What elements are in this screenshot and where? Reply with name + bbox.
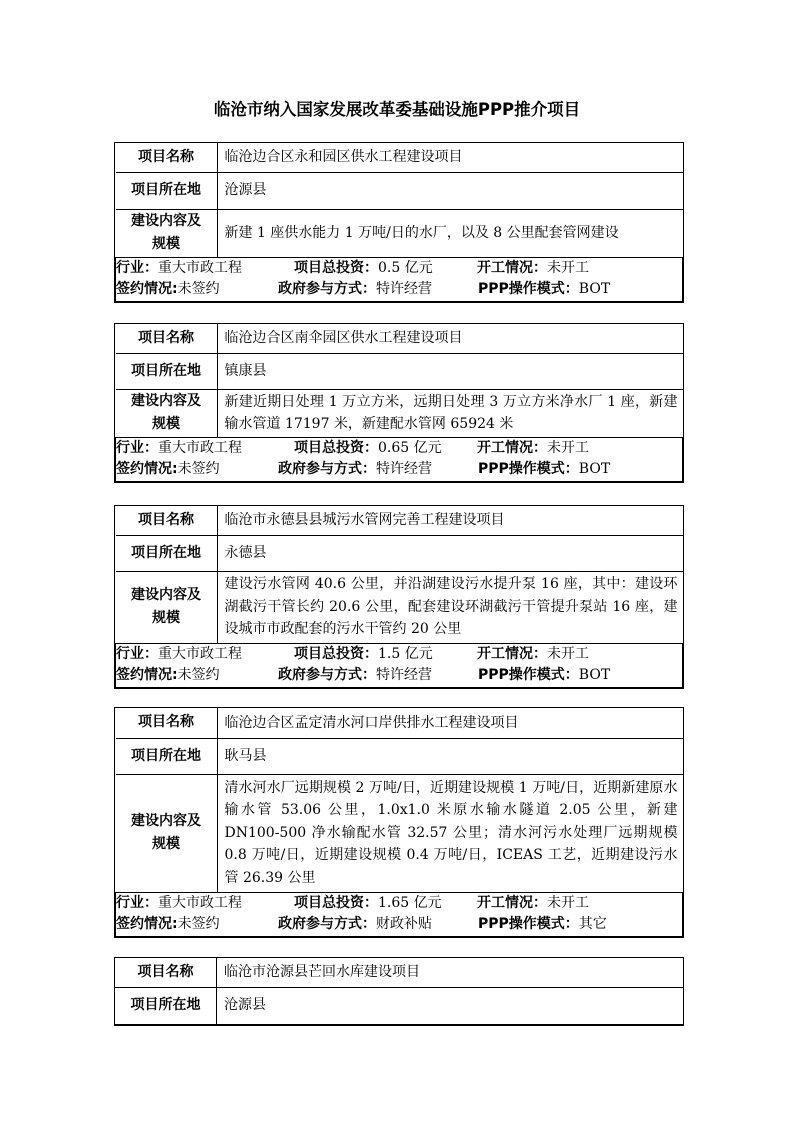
start-value: 未开工 [547,645,589,662]
industry-value: 重大市政工程 [158,894,242,911]
ppp-mode-label: PPP操作模式： [478,281,579,297]
signing-label: 签约情况: [116,916,178,932]
project-card [114,957,684,1026]
gov-mode-value: 特许经营 [376,461,432,477]
ppp-mode-value: BOT [578,461,611,477]
industry-value: 重大市政工程 [158,439,242,456]
project-content-value: 新建 1 座供水能力 1 万吨/日的水厂，以及 8 公里配套管网建设 [217,209,683,257]
project-location-label: 项目所在地 [116,535,218,571]
project-name-value: 临沧边合区永和园区供水工程建设项目 [217,143,683,172]
gov-mode-value: 特许经营 [376,281,432,297]
gov-mode-label: 政府参与方式： [278,281,376,297]
project-content-value: 建设污水管网 40.6 公里，并沿湖建设污水提升泵 16 座，其中：建设环湖截污干管长约 20.6 公里，配套建设环湖截污干管提升泵站 16 座，建设城市市政配套的污水干管约 20 公里 [217,571,683,643]
investment-value: 1.65 亿元 [378,894,442,911]
start-label: 开工情况： [477,645,547,662]
project-summary [116,892,683,936]
project-content-label: 建设内容及 规模 [116,389,218,437]
project-content-label: 建设内容及 规模 [116,774,218,892]
gov-mode-label: 政府参与方式： [278,916,376,932]
project-location-value: 镇康县 [217,353,683,389]
signing-value: 未签约 [177,281,220,297]
start-value: 未开工 [547,894,589,911]
project-location-value: 沧源县 [217,172,683,209]
gov-mode-value: 财政补贴 [376,916,432,932]
project-location-label: 项目所在地 [116,353,218,389]
ppp-mode-label: PPP操作模式： [478,916,579,932]
ppp-mode-label: PPP操作模式： [478,461,579,477]
signing-value: 未签约 [177,461,220,477]
ppp-mode-value: BOT [578,281,611,297]
investment-label: 项目总投资： [294,645,378,662]
industry-value: 重大市政工程 [158,645,242,662]
project-name-value: 临沧市沧源县芒回水库建设项目 [217,958,684,987]
project-name-label: 项目名称 [116,708,218,738]
gov-mode-value: 特许经营 [376,667,432,683]
project-location-label: 项目所在地 [115,987,217,1024]
project-name-value: 临沧市永德县县城污水管网完善工程建设项目 [217,506,683,535]
signing-label: 签约情况: [116,667,178,683]
industry-label: 行业： [116,439,158,456]
gov-mode-label: 政府参与方式： [278,667,376,683]
signing-label: 签约情况: [116,461,178,477]
ppp-mode-label: PPP操作模式： [478,667,579,683]
ppp-mode-value: 其它 [578,916,607,932]
industry-value: 重大市政工程 [158,259,242,276]
project-location-label: 项目所在地 [116,172,218,209]
project-content-value: 清水河水厂远期规模 2 万吨/日，近期建设规模 1 万吨/日，近期新建原水输水管 53.06 公里，1.0x1.0 米原水输水隧道 2.05 公里，新建 DN100-500 净水输配水管 32.57 公里；清水河污水处理厂远期规模 0.8 万吨/日，近期建设规模 0.4 万吨/日，ICEAS 工艺，近期建设污水管 26.39 公里 [217,774,683,892]
project-content-label: 建设内容及 规模 [116,209,218,257]
project-name-value: 临沧边合区南伞园区供水工程建设项目 [217,324,683,353]
start-value: 未开工 [547,439,589,456]
signing-value: 未签约 [177,667,220,683]
industry-label: 行业： [116,259,158,276]
start-value: 未开工 [547,259,589,276]
page-title: 临沧市纳入国家发展改革委基础设施PPP推介项目 [213,100,581,119]
industry-label: 行业： [116,894,158,911]
project-name-label: 项目名称 [115,958,217,987]
investment-label: 项目总投资： [294,259,378,276]
project-card [114,707,684,938]
start-label: 开工情况： [477,894,547,911]
project-name-label: 项目名称 [116,143,218,172]
project-name-label: 项目名称 [116,506,218,535]
project-location-value: 永德县 [217,535,683,571]
signing-value: 未签约 [177,916,220,932]
investment-label: 项目总投资： [294,894,378,911]
project-name-value: 临沧边合区孟定清水河口岸供排水工程建设项目 [217,708,683,738]
signing-label: 签约情况: [116,281,178,297]
project-summary [116,257,683,301]
project-content-label: 建设内容及 规模 [116,571,218,643]
industry-label: 行业： [116,645,158,662]
project-location-value: 沧源县 [217,987,684,1024]
project-card [114,323,684,483]
project-location-label: 项目所在地 [116,738,218,774]
ppp-mode-value: BOT [578,667,611,683]
project-name-label: 项目名称 [116,324,218,353]
start-label: 开工情况： [477,259,547,276]
investment-value: 0.65 亿元 [378,439,442,456]
project-content-value: 新建近期日处理 1 万立方米，远期日处理 3 万立方米净水厂 1 座，新建输水管道 17197 米，新建配水管网 65924 米 [217,389,683,437]
gov-mode-label: 政府参与方式： [278,461,376,477]
investment-label: 项目总投资： [294,439,378,456]
investment-value: 0.5 亿元 [378,259,433,276]
project-summary [116,437,683,481]
project-summary [116,643,683,687]
start-label: 开工情况： [477,439,547,456]
project-card [114,142,684,303]
investment-value: 1.5 亿元 [378,645,433,662]
project-location-value: 耿马县 [217,738,683,774]
project-card [114,505,684,689]
